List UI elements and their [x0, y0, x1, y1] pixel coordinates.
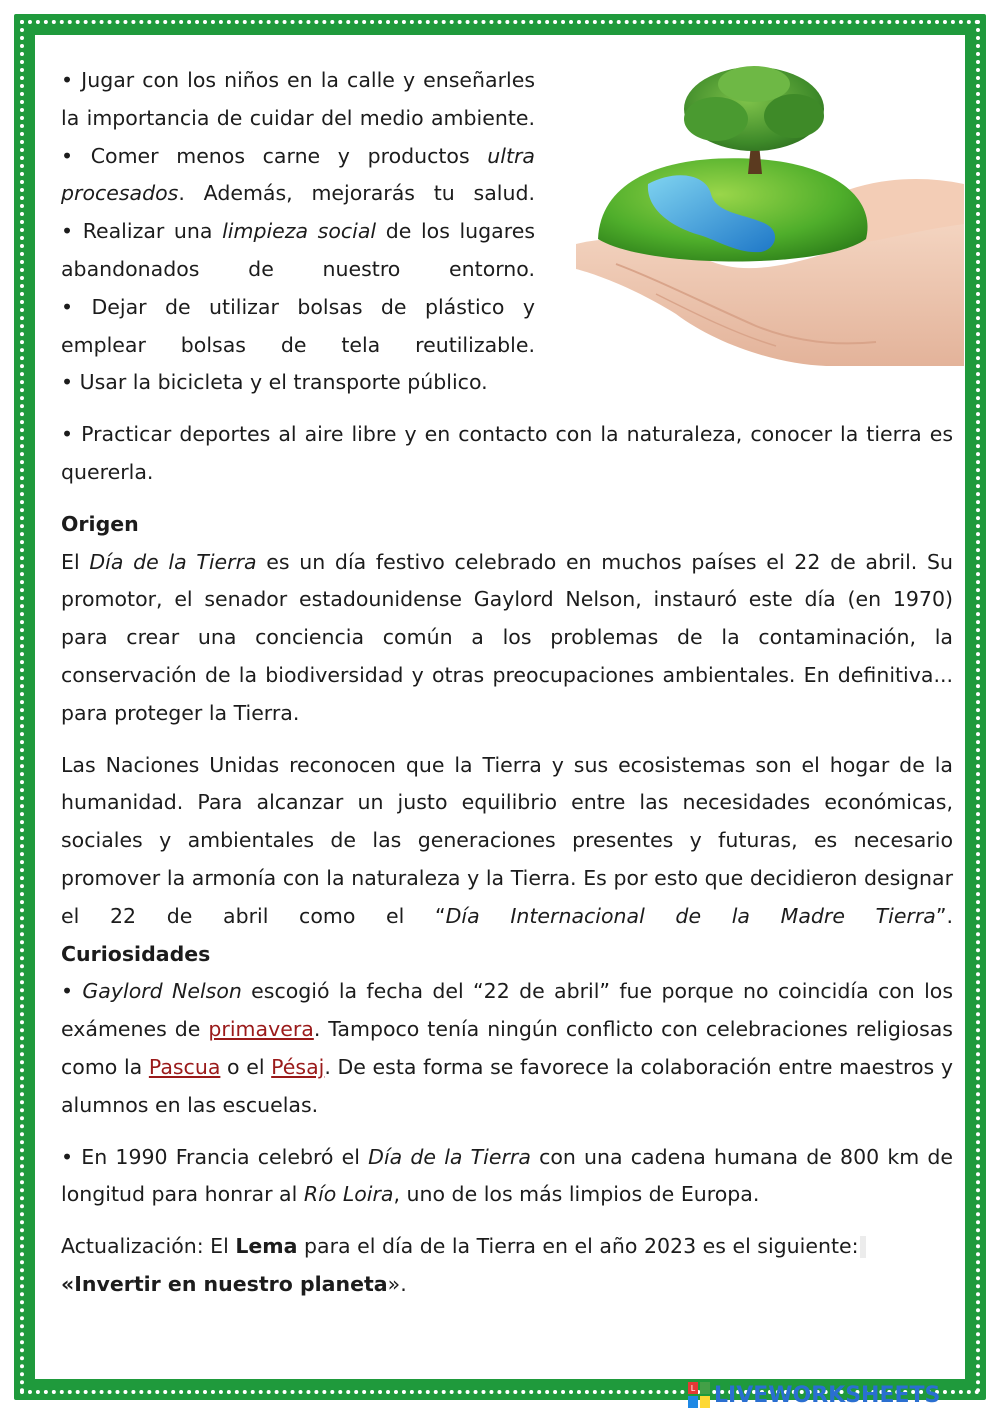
- curiosidades-heading: Curiosidades: [61, 941, 211, 966]
- bullet-social-cleaning: • Realizar una limpieza social de los lugares abandonados de nuestro entorno.: [61, 219, 536, 281]
- curiosidad-1: • Gaylord Nelson escogió la fecha del “22 de abril” fue porque no coincidía con los exámenes de primavera. Tampoco tenía ningún conflicto con celebraciones religiosas como la Pascua o el Pésaj. De esta forma se favorece la colaboración entre maestros y alumnos en las escuelas.: [61, 979, 953, 1117]
- actualizacion-line: Actualización: El Lema para el día de la Tierra en el año 2023 es el siguiente:: [61, 1228, 953, 1266]
- liveworksheets-text: LIVEWORKSHEETS: [714, 1382, 941, 1408]
- origen-paragraph-2: Las Naciones Unidas reconocen que la Tierra y sus ecosistemas son el hogar de la humanidad. Para alcanzar un justo equilibrio entre las necesidades económicas, sociales y ambientales de las generaciones presentes y futuras, es necesario promover la armonía con la naturaleza y la Tierra. Es por esto que decidieron designar el 22 de abril como el “Día Internacional de la Madre Tierra”.: [61, 752, 953, 928]
- bullet-bicycle: • Usar la bicicleta y el transporte público.: [61, 370, 488, 395]
- document-body: [61, 62, 953, 1304]
- origen-heading: Origen: [61, 511, 139, 536]
- bullet-eat-less-meat: • Comer menos carne y productos ultra procesados. Además, mejorarás tu salud.: [61, 143, 535, 206]
- top-bullet-list: [61, 62, 535, 402]
- link-pascua[interactable]: Pascua: [148, 1054, 221, 1079]
- liveworksheets-watermark: [688, 1380, 940, 1410]
- link-primavera[interactable]: primavera: [208, 1017, 314, 1042]
- lema-line: «Invertir en nuestro planeta».: [61, 1271, 407, 1296]
- bullet-plastic-bags: • Dejar de utilizar bolsas de plástico y emplear bolsas de tela reutilizable.: [61, 294, 535, 357]
- bullet-play-children: • Jugar con los niños en la calle y enseñarles la importancia de cuidar del medio ambiente.: [61, 68, 535, 130]
- svg-text:L: L: [690, 1384, 696, 1393]
- bullet-sports: • Practicar deportes al aire libre y en contacto con la naturaleza, conocer la tierra es quererla.: [61, 422, 953, 484]
- origen-paragraph-1: El Día de la Tierra es un día festivo celebrado en muchos países el 22 de abril. Su promotor, el senador estadounidense Gaylord Nelson, instauró este día (en 1970) para crear una conciencia común a los problemas de la contaminación, la conservación de la biodiversidad y otras preocupaciones ambientales. En definitiva... para proteger la Tierra.: [61, 549, 953, 725]
- liveworksheets-logo-icon: [688, 1382, 710, 1408]
- link-pesaj[interactable]: Pésaj: [271, 1054, 325, 1079]
- curiosidad-2: • En 1990 Francia celebró el Día de la Tierra con una cadena humana de 800 km de longitud para honrar al Río Loira, uno de los más limpios de Europa.: [61, 1144, 954, 1207]
